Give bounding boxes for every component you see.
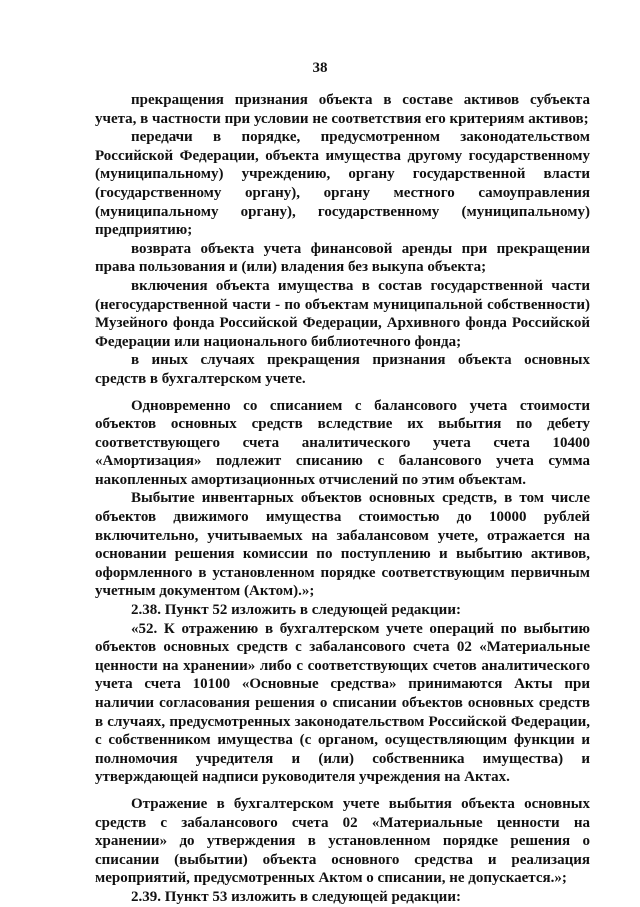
paragraph: Выбытие инвентарных объектов основных средств, в том числе объектов движимого имущества стоимостью до 10000 рублей включительно, учитываемых на забалансовом учете, отражается на основании решения комиссии по поступлению и выбытию активов, оформленного в установленном порядке соответствующим первичным учетным документом (Актом).»;	[95, 490, 590, 600]
paragraph: Отражение в бухгалтерском учете выбытия объекта основных средств с забалансового счета 02 «Материальные ценности на хранении» до утверждения в установленном порядке решения о списании (выбытии) объекта основного средства и реализация мероприятий, предусмотренных Актом о списании, не допускается.»;	[95, 795, 590, 887]
paragraph: 2.39. Пункт 53 изложить в следующей редакции:	[131, 888, 461, 905]
paragraph: Одновременно со списанием с балансового учета стоимости объектов основных средств вследствие их выбытия по дебету соответствующего счета аналитического учета счета 10400 «Амортизация» подлежит списанию с балансового учета сумма накопленных амортизационных отчислений по этим объектам.	[95, 397, 590, 488]
document-body	[95, 91, 590, 907]
paragraph: возврата объекта учета финансовой аренды при прекращении права пользования и (или) владения без выкупа объекта;	[95, 240, 590, 276]
paragraph: 2.38. Пункт 52 изложить в следующей редакции:	[131, 602, 461, 619]
paragraph: включения объекта имущества в состав государственной части (негосударственной части - по объектам муниципальной собственности) Музейного фонда Российской Федерации, Архивного фонда Российской Федерации или национального библиотечного фонда;	[95, 277, 590, 350]
paragraph: в иных случаях прекращения признания объекта основных средств в бухгалтерском учете.	[95, 352, 590, 387]
paragraph: прекращения признания объекта в составе активов субъекта учета, в частности при условии не соответствия его критериям активов;	[95, 92, 590, 127]
page-number: 38	[312, 60, 328, 76]
paragraph: «52. К отражению в бухгалтерском учете операций по выбытию объектов основных средств с забалансового счета 02 «Материальные ценности на хранении» либо с соответствующих счетов аналитического учета счета 10100 «Основные средства» принимаются Акты при наличии согласования решения о списании объектов основных средств в случаях, предусмотренных законодательством Российской Федерации, с собственником имущества (с органом, осуществляющим функции и полномочия учредителя и (или) собственника имущества) и утверждающей надписи руководителя учреждения на Актах.	[95, 620, 590, 786]
paragraph: передачи в порядке, предусмотренном законодательством Российской Федерации, объекта имущества другому государственному (муниципальному) учреждению, органу государственной власти (государственному органу), органу местного самоуправления (муниципальному органу), государственному (муниципальному) предприятию;	[95, 129, 590, 239]
